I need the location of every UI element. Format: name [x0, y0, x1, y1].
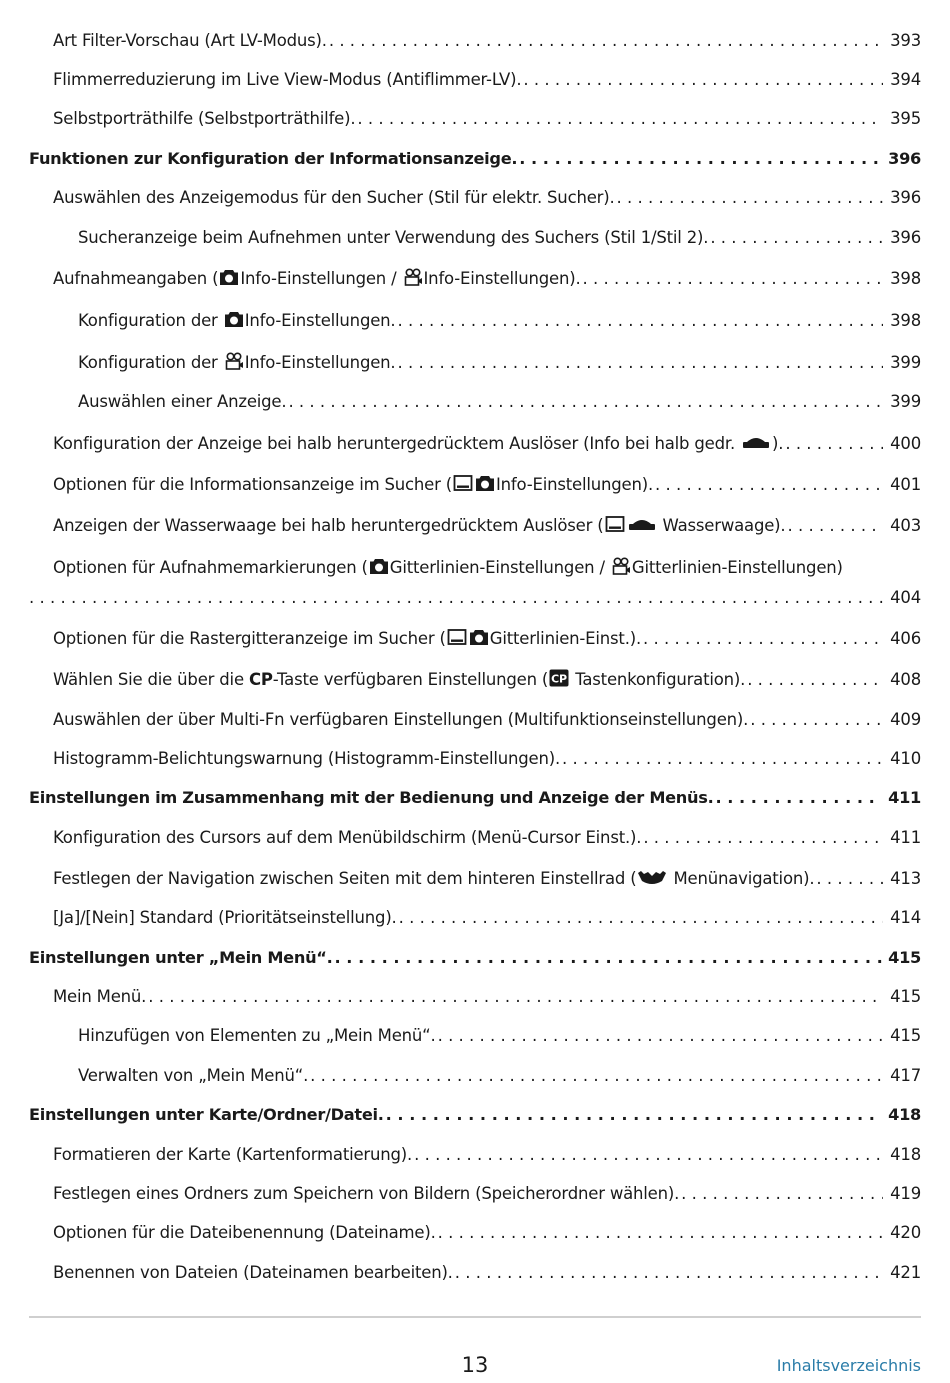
toc-entry-page[interactable]: 401: [890, 475, 921, 494]
toc-entry-page[interactable]: 399: [890, 392, 921, 411]
toc-entry-page[interactable]: 418: [890, 1145, 921, 1164]
toc-subentry[interactable]: [29, 347, 921, 373]
dot-leader: [29, 588, 883, 608]
toc-entry-page[interactable]: 415: [890, 987, 921, 1006]
dot-leader: [715, 788, 882, 808]
viewfinder-icon: [447, 628, 467, 646]
toc-text-part: Info-Einstellungen /: [240, 269, 402, 288]
toc-text-part: Menünavigation).: [668, 869, 815, 888]
dot-leader: [655, 475, 883, 495]
toc-entry[interactable]: [29, 1139, 921, 1165]
dot-leader: [397, 311, 883, 331]
toc-entry-title[interactable]: Sucheranzeige beim Aufnehmen unter Verwendung des Suchers (Stil 1/Stil 2).: [78, 228, 709, 247]
camera-icon: [475, 474, 495, 492]
toc-entry-title[interactable]: Selbstporträthilfe (Selbstporträthilfe).: [53, 109, 356, 128]
toc-entry-title[interactable]: [53, 557, 843, 578]
toc-entry-title[interactable]: [53, 268, 581, 289]
toc-entry[interactable]: [29, 822, 921, 848]
toc-entry[interactable]: [29, 469, 921, 495]
dot-leader: [816, 869, 883, 889]
toc-entry-title[interactable]: Verwalten von „Mein Menü“.: [78, 1066, 309, 1085]
toc-section-page[interactable]: 411: [888, 788, 921, 807]
dot-leader: [397, 353, 883, 373]
toc-subentry[interactable]: [29, 1020, 921, 1046]
toc-entry-title[interactable]: Hinzufügen von Elementen zu „Mein Menü“.: [78, 1026, 436, 1045]
toc-text-part: -Taste verfügbaren Einstellungen (: [272, 670, 549, 689]
toc-text-part: ).: [772, 434, 784, 453]
dot-leader: [329, 31, 883, 51]
toc-section[interactable]: [29, 942, 921, 968]
toc-text-part: Optionen für Aufnahmemarkierungen (: [53, 558, 368, 577]
dot-leader: [562, 749, 883, 769]
toc-entry[interactable]: [29, 1178, 921, 1204]
toc-section-page[interactable]: 415: [888, 948, 921, 967]
toc-entry-page[interactable]: 398: [890, 269, 921, 288]
toc-entry-title[interactable]: [53, 868, 814, 889]
dot-leader: [785, 434, 883, 454]
toc-entry-title[interactable]: Konfiguration des Cursors auf dem Menübildschirm (Menü-Cursor Einst.).: [53, 828, 642, 847]
toc-entry-page[interactable]: 408: [890, 670, 921, 689]
camera-icon: [469, 628, 489, 646]
rear-dial-icon: [637, 868, 667, 886]
toc-text-part: Konfiguration der Anzeige bei halb heruntergedrücktem Auslöser (Info bei halb gedr.: [53, 434, 741, 453]
toc-text-part: Info-Einstellungen).: [423, 269, 581, 288]
toc-entry-title[interactable]: [53, 515, 785, 536]
toc-entry-title[interactable]: [78, 310, 395, 331]
toc-entry[interactable]: [29, 1217, 921, 1243]
toc-entry-page[interactable]: 409: [890, 710, 921, 729]
toc-entry-page[interactable]: 396: [890, 228, 921, 247]
toc-section[interactable]: [29, 143, 921, 169]
footer-divider: [29, 1316, 921, 1318]
dot-leader: [386, 1105, 882, 1125]
toc-text-part: Aufnahmeangaben (: [53, 269, 219, 288]
toc-entry-title[interactable]: [53, 628, 641, 649]
cp-button-label: CP: [248, 670, 273, 689]
toc-text-part: Gitterlinien-Einstellungen /: [389, 558, 610, 577]
toc-subentry[interactable]: [29, 386, 921, 412]
dot-leader: [438, 1223, 883, 1243]
dot-leader: [643, 828, 883, 848]
dot-leader: [335, 948, 883, 968]
toc-section-title[interactable]: Funktionen zur Konfiguration der Informationsanzeige.: [29, 149, 518, 168]
viewfinder-icon: [605, 515, 625, 533]
toc-entry[interactable]: [29, 103, 921, 129]
toc-entry[interactable]: [29, 1257, 921, 1283]
toc-section[interactable]: [29, 1099, 921, 1125]
toc-text-part: Gitterlinien-Einst.).: [489, 629, 642, 648]
toc-text-part: Anzeigen der Wasserwaage bei halb heruntergedrücktem Auslöser (: [53, 516, 604, 535]
dot-leader: [288, 392, 883, 412]
toc-subentry[interactable]: [29, 1060, 921, 1086]
toc-entry[interactable]: [29, 623, 921, 649]
dot-leader: [357, 109, 883, 129]
toc-entry[interactable]: [29, 863, 921, 889]
toc-entry[interactable]: [29, 664, 921, 690]
toc-text-part: Gitterlinien-Einstellungen): [631, 558, 843, 577]
half-press-shutter-icon: [627, 515, 657, 533]
dot-leader: [310, 1066, 883, 1086]
toc-entry-page[interactable]: 404: [890, 588, 921, 607]
toc-entry-page[interactable]: 406: [890, 629, 921, 648]
toc-entry-title[interactable]: Festlegen eines Ordners zum Speichern von Bildern (Speicherordner wählen).: [53, 1184, 680, 1203]
toc-entry-page[interactable]: 419: [890, 1184, 921, 1203]
camera-icon: [219, 268, 239, 286]
movie-icon: [611, 557, 631, 575]
toc-entry-title[interactable]: Benennen von Dateien (Dateinamen bearbeiten).: [53, 1263, 453, 1282]
dot-leader: [399, 908, 883, 928]
toc-text-part: Wählen Sie die über die: [53, 670, 249, 689]
dot-leader: [617, 188, 883, 208]
camera-icon: [369, 557, 389, 575]
toc-entry-page[interactable]: 411: [890, 828, 921, 847]
toc-section-title[interactable]: Einstellungen unter „Mein Menü“.: [29, 948, 333, 967]
toc-text-part: Festlegen der Navigation zwischen Seiten mit dem hinteren Einstellrad (: [53, 869, 637, 888]
toc-entry[interactable]: [29, 428, 921, 454]
toc-entry-title[interactable]: Formatieren der Karte (Kartenformatierung).: [53, 1145, 413, 1164]
toc-entry-title[interactable]: Flimmerreduzierung im Live View-Modus (Antiflimmer-LV).: [53, 70, 522, 89]
toc-entry-page[interactable]: 396: [890, 188, 921, 207]
toc-entry-title[interactable]: Auswählen einer Anzeige.: [78, 392, 287, 411]
toc-entry[interactable]: [29, 64, 921, 90]
toc-entry-page[interactable]: 421: [890, 1263, 921, 1282]
toc-entry-title[interactable]: [53, 669, 745, 690]
viewfinder-icon: [453, 474, 473, 492]
dot-leader: [681, 1184, 883, 1204]
toc-entry-title[interactable]: [78, 352, 395, 373]
toc-entry-page[interactable]: 400: [890, 434, 921, 453]
toc-entry-title[interactable]: Art Filter-Vorschau (Art LV-Modus).: [53, 31, 327, 50]
toc-section-title[interactable]: Einstellungen im Zusammenhang mit der Bedienung und Anzeige der Menüs.: [29, 788, 714, 807]
camera-icon: [224, 310, 244, 328]
toc-text-part: Wasserwaage).: [657, 516, 786, 535]
dot-leader: [523, 70, 883, 90]
toc-section[interactable]: [29, 782, 921, 808]
toc-entry-title[interactable]: Mein Menü.: [53, 987, 147, 1006]
dot-leader: [583, 269, 883, 289]
toc-text-part: Konfiguration der: [78, 353, 223, 372]
toc-entry-title[interactable]: Histogramm-Belichtungswarnung (Histogramm-Einstellungen).: [53, 749, 561, 768]
toc-entry-page[interactable]: 393: [890, 31, 921, 50]
table-of-contents-link[interactable]: Inhaltsverzeichnis: [776, 1356, 921, 1375]
dot-leader: [710, 228, 883, 248]
dot-leader: [148, 987, 883, 1007]
toc-entry-page[interactable]: 399: [890, 353, 921, 372]
toc-section-page[interactable]: 418: [888, 1105, 921, 1124]
toc-entry-title[interactable]: [Ja]/[Nein] Standard (Prioritätseinstellung).: [53, 908, 397, 927]
toc-entry[interactable]: [29, 182, 921, 208]
toc-entry-page[interactable]: 403: [890, 516, 921, 535]
toc-entry-page[interactable]: 417: [890, 1066, 921, 1085]
movie-icon: [224, 352, 244, 370]
toc-entry-title[interactable]: Auswählen der über Multi-Fn verfügbaren Einstellungen (Multifunktionseinstellungen).: [53, 710, 749, 729]
dot-leader: [414, 1145, 883, 1165]
toc-entry-continuation[interactable]: [29, 582, 921, 608]
page-number: 13: [461, 1353, 489, 1377]
toc-entry[interactable]: [29, 743, 921, 769]
toc-entry-page[interactable]: 398: [890, 311, 921, 330]
toc-entry[interactable]: [29, 704, 921, 730]
dot-leader: [750, 710, 883, 730]
toc-entry-title[interactable]: Auswählen des Anzeigemodus für den Sucher (Stil für elektr. Sucher).: [53, 188, 615, 207]
toc-entry-page[interactable]: 394: [890, 70, 921, 89]
toc-entry[interactable]: [29, 263, 921, 289]
toc-entry-page[interactable]: 395: [890, 109, 921, 128]
toc-entry-page[interactable]: 414: [890, 908, 921, 927]
toc-section-page[interactable]: 396: [888, 149, 921, 168]
toc-entry[interactable]: [29, 510, 921, 536]
dot-leader: [455, 1263, 883, 1283]
toc-entry-title[interactable]: [53, 433, 783, 454]
toc-entry-title[interactable]: Optionen für die Dateibenennung (Dateiname).: [53, 1223, 436, 1242]
toc-subentry[interactable]: [29, 305, 921, 331]
toc-entry-page[interactable]: 420: [890, 1223, 921, 1242]
cp-button-icon: [549, 669, 569, 687]
toc-entry[interactable]: [29, 981, 921, 1007]
toc-text-part: Info-Einstellungen.: [244, 311, 396, 330]
toc-entry-page[interactable]: 413: [890, 869, 921, 888]
dot-leader: [787, 516, 883, 536]
dot-leader: [519, 149, 882, 169]
toc-subentry[interactable]: [29, 222, 921, 248]
toc-text-part: Konfiguration der: [78, 311, 223, 330]
toc-text-part: Optionen für die Rastergitteranzeige im Sucher (: [53, 629, 446, 648]
toc-text-part: Info-Einstellungen).: [496, 475, 654, 494]
toc-text-part: Optionen für die Informationsanzeige im Sucher (: [53, 475, 452, 494]
toc-entry-page[interactable]: 410: [890, 749, 921, 768]
half-press-shutter-icon: [741, 433, 771, 451]
dot-leader: [438, 1026, 883, 1046]
movie-icon: [403, 268, 423, 286]
toc-entry-page[interactable]: 415: [890, 1026, 921, 1045]
toc-entry[interactable]: [29, 25, 921, 51]
toc-entry-title[interactable]: [53, 474, 653, 495]
dot-leader: [643, 629, 883, 649]
toc-entry[interactable]: [29, 552, 921, 578]
toc-entry[interactable]: [29, 902, 921, 928]
toc-text-part: Info-Einstellungen.: [244, 353, 396, 372]
toc-section-title[interactable]: Einstellungen unter Karte/Ordner/Datei.: [29, 1105, 384, 1124]
toc-text-part: Tastenkonfiguration).: [570, 670, 746, 689]
dot-leader: [747, 670, 883, 690]
